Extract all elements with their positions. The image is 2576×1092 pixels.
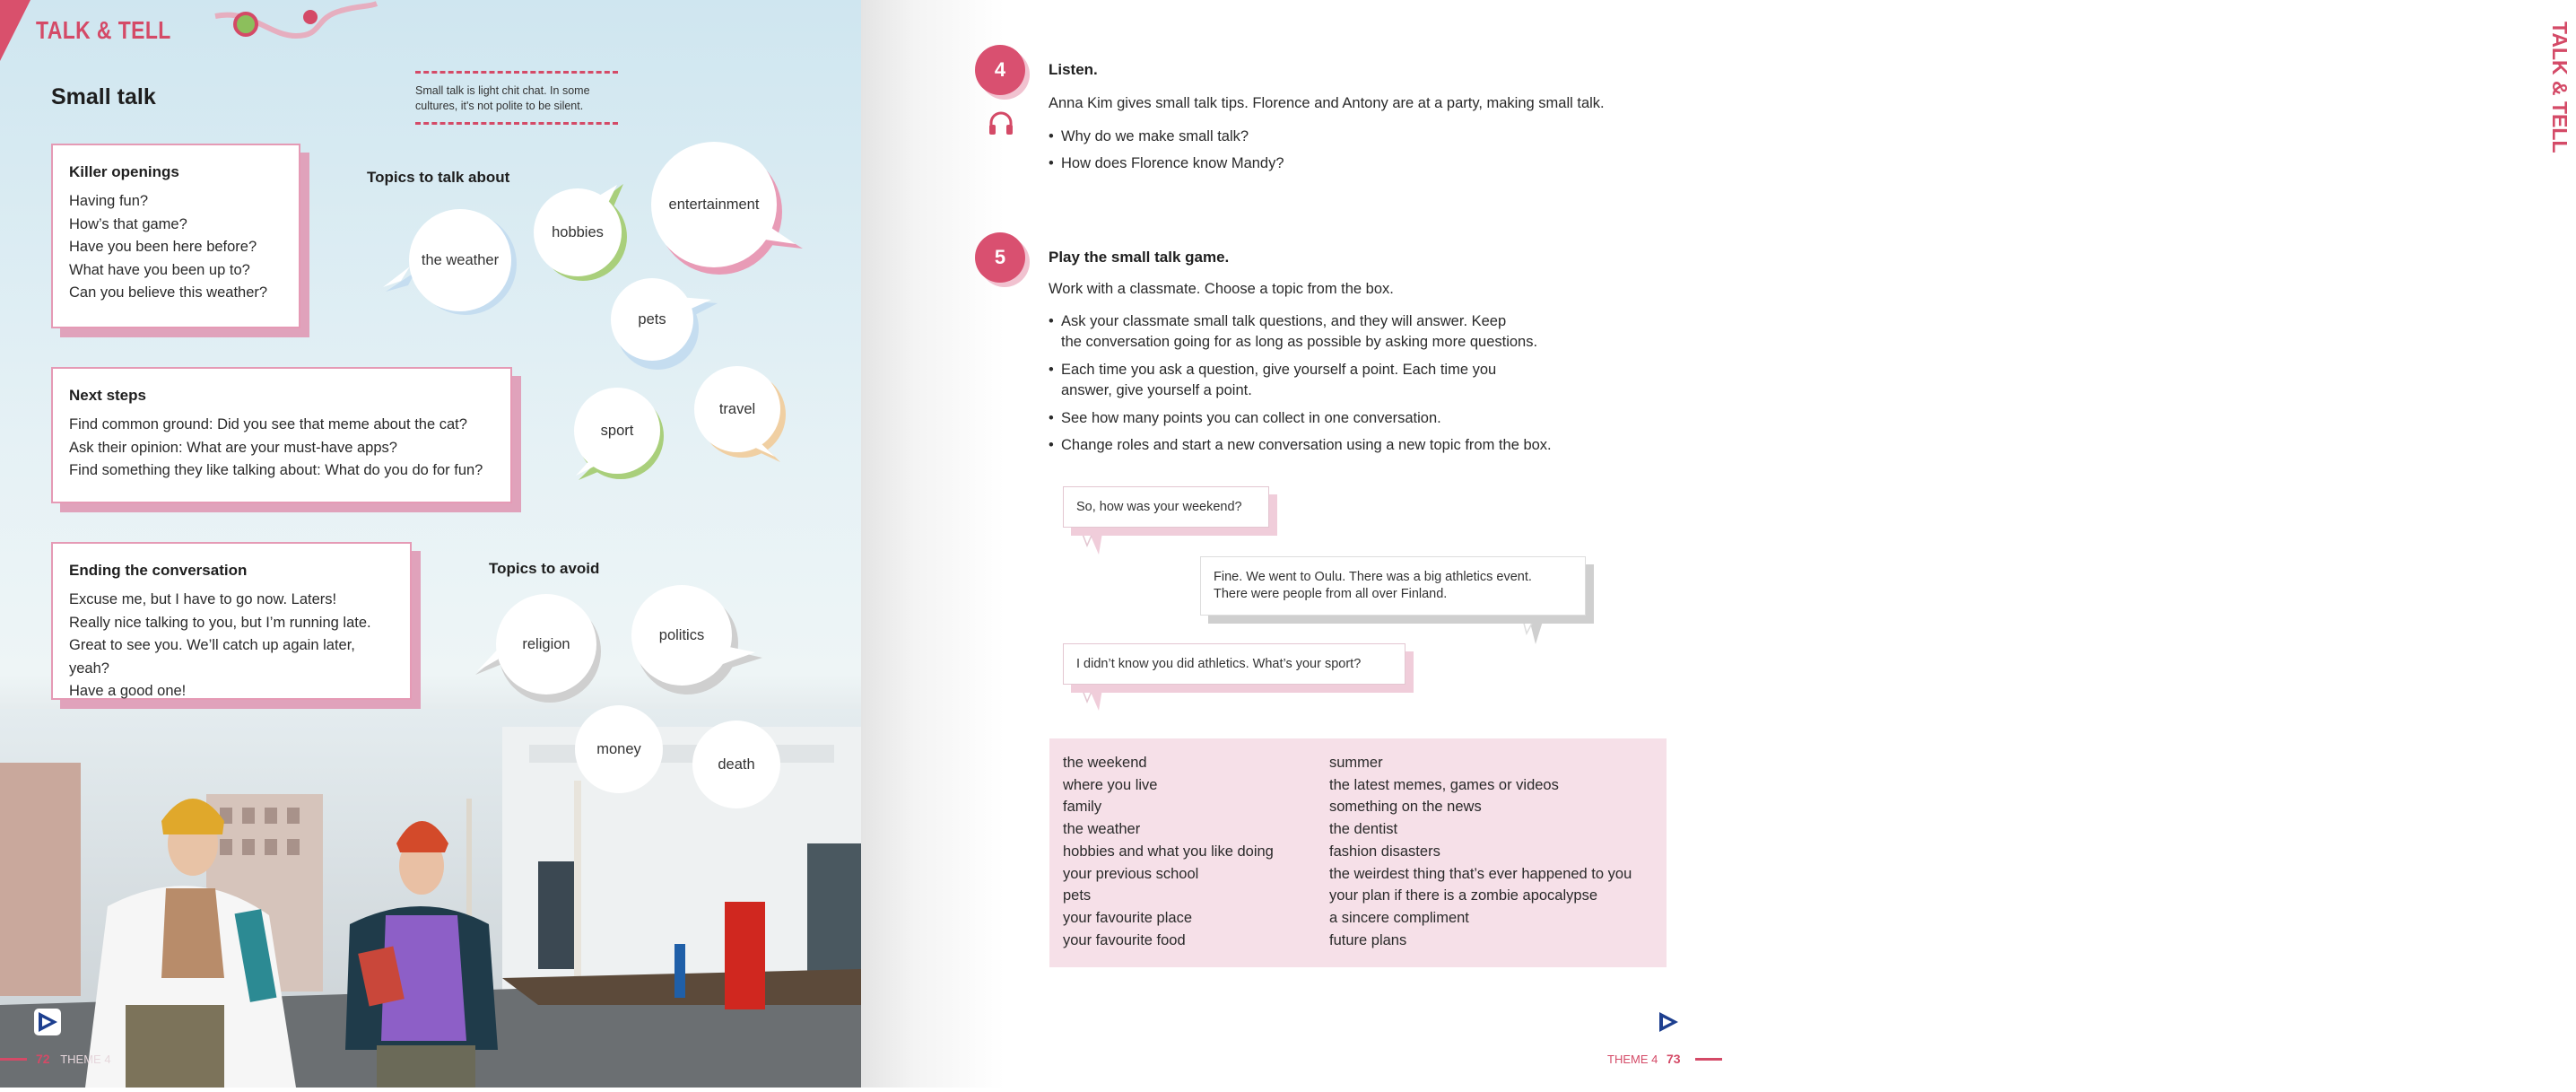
topic-item: summer	[1329, 755, 1383, 771]
vertical-title	[2540, 18, 2576, 153]
page-number: 72	[36, 1052, 50, 1066]
avoid-label: Topics to avoid	[489, 560, 600, 577]
avoid-bubble-religion	[496, 594, 596, 695]
topic-item: your favourite food	[1063, 931, 1186, 948]
chat-line: There were people from all over Finland.	[1214, 587, 1448, 601]
page-theme: THEME 4	[1607, 1053, 1658, 1066]
page-footer	[1607, 1052, 1681, 1066]
topics-label: Topics to talk about	[367, 169, 510, 186]
topic-item: your plan if there is a zombie apocalypse	[1329, 887, 1597, 904]
card-line: Really nice talking to you, but I’m running late.	[69, 614, 371, 631]
card-title: Ending the conversation	[69, 562, 248, 579]
vertical-title-text: TALK & TELL	[2548, 22, 2572, 153]
topic-column-1	[1063, 752, 1274, 951]
exercise-4-bullet: • Why do we make small talk?	[1049, 127, 1249, 147]
chat-line: Fine. We went to Oulu. There was a big athletics event.	[1214, 570, 1532, 584]
chat-bubble	[1200, 556, 1586, 616]
topic-label: travel	[718, 400, 756, 417]
topic-item: the weirdest thing that’s ever happened to you	[1329, 865, 1632, 882]
bullet-line: • Each time you ask a question, give yourself a point. Each time you	[1061, 362, 1497, 378]
card-line: What have you been up to?	[69, 261, 250, 278]
card-line: Excuse me, but I have to go now. Laters!	[69, 591, 337, 607]
exercise-4-intro: Anna Kim gives small talk tips. Florence and Antony are at a party, making small talk.	[1049, 95, 1605, 111]
page-line	[0, 1058, 27, 1061]
topic-label: politics	[658, 626, 705, 643]
page-number: 73	[1666, 1052, 1681, 1066]
page-line	[1695, 1058, 1722, 1061]
card-title: Next steps	[69, 387, 146, 404]
topic-bubble-weather	[409, 209, 511, 311]
chat-bubble	[1063, 486, 1269, 528]
card-line: How’s that game?	[69, 215, 187, 232]
topic-bubble-pets	[611, 278, 693, 361]
publisher-logo-icon	[34, 1009, 61, 1035]
topic-bubble-travel	[694, 366, 780, 452]
topic-label: the weather	[421, 251, 500, 268]
card-line: Having fun?	[69, 193, 149, 209]
exercise-5-title: Play the small talk game.	[1049, 249, 1230, 266]
card-line: Find common ground: Did you see that meme about the cat?	[69, 416, 467, 432]
card-line: Have you been here before?	[69, 239, 257, 255]
page-theme: THEME 4	[60, 1053, 111, 1066]
bullet-line: • Change roles and start a new conversation using a new topic from the box.	[1061, 437, 1552, 453]
topic-item: future plans	[1329, 931, 1407, 948]
topic-bubble-entertainment	[651, 142, 777, 267]
exercise-5-badge: 5	[975, 232, 1025, 283]
topic-label: religion	[522, 635, 570, 652]
bullet-line: • See how many points you can collect in one conversation.	[1061, 410, 1441, 426]
page-footer	[36, 1052, 111, 1066]
topic-label: money	[596, 740, 641, 757]
exercise-4-bullet: • How does Florence know Mandy?	[1049, 153, 1284, 174]
topic-item: the weather	[1063, 821, 1141, 838]
topic-item: pets	[1063, 887, 1092, 904]
topic-item: hobbies and what you like doing	[1063, 843, 1274, 860]
publisher-logo-icon	[1655, 1009, 1682, 1035]
topic-label: sport	[600, 422, 634, 439]
avoid-bubble-death	[692, 721, 780, 808]
topic-item: something on the news	[1329, 799, 1482, 816]
topic-item: the latest memes, games or videos	[1329, 776, 1559, 793]
topic-label: death	[718, 756, 755, 773]
exercise-5-intro: Work with a classmate. Choose a topic from the box.	[1049, 281, 1394, 297]
card-title: Killer openings	[69, 163, 179, 180]
left-page	[0, 0, 861, 1088]
topic-bubble-hobbies	[534, 188, 622, 276]
bullet-line: the conversation going for as long as possible by asking more questions.	[1061, 334, 1538, 350]
card-line: Find something they like talking about: What do you do for fun?	[69, 462, 483, 478]
bullet-line: • Ask your classmate small talk questions, and they will answer. Keep	[1061, 313, 1507, 329]
topic-box	[1049, 738, 1667, 967]
topic-bubble-sport	[574, 388, 660, 474]
chat-bubble	[1063, 643, 1405, 685]
topic-item: the weekend	[1063, 755, 1147, 771]
topic-label: entertainment	[668, 196, 760, 213]
topic-item: your favourite place	[1063, 909, 1192, 926]
topic-label: hobbies	[552, 223, 604, 240]
exercise-4-badge: 4	[975, 45, 1025, 95]
bullet-line: answer, give yourself a point.	[1061, 382, 1252, 398]
card-line: Ask their opinion: What are your must-have apps?	[69, 439, 397, 456]
card-line: Can you believe this weather?	[69, 284, 268, 301]
info-note: Small talk is light chit chat. In some cultures, it's not polite to be silent.	[415, 71, 618, 125]
card-line: Great to see you. We’ll catch up again later, yeah?	[69, 637, 355, 677]
exercise-4-title: Listen.	[1049, 61, 1098, 78]
chat-line: So, how was your weekend?	[1076, 499, 1242, 514]
card-line: Have a good one!	[69, 683, 187, 699]
topic-item: fashion disasters	[1329, 843, 1440, 860]
topic-item: the dentist	[1329, 821, 1398, 838]
topic-column-2	[1329, 752, 1632, 951]
topic-item: where you live	[1063, 776, 1158, 793]
avoid-bubble-money	[575, 705, 663, 793]
avoid-bubble-politics	[631, 585, 732, 686]
page-title: Small talk	[51, 84, 156, 109]
topic-item: family	[1063, 799, 1102, 816]
topic-item: your previous school	[1063, 865, 1199, 882]
topic-label: pets	[638, 310, 666, 328]
topic-item: a sincere compliment	[1329, 909, 1469, 926]
header-title: TALK & TELL	[36, 16, 171, 44]
chat-line: I didn’t know you did athletics. What’s your sport?	[1076, 656, 1362, 671]
